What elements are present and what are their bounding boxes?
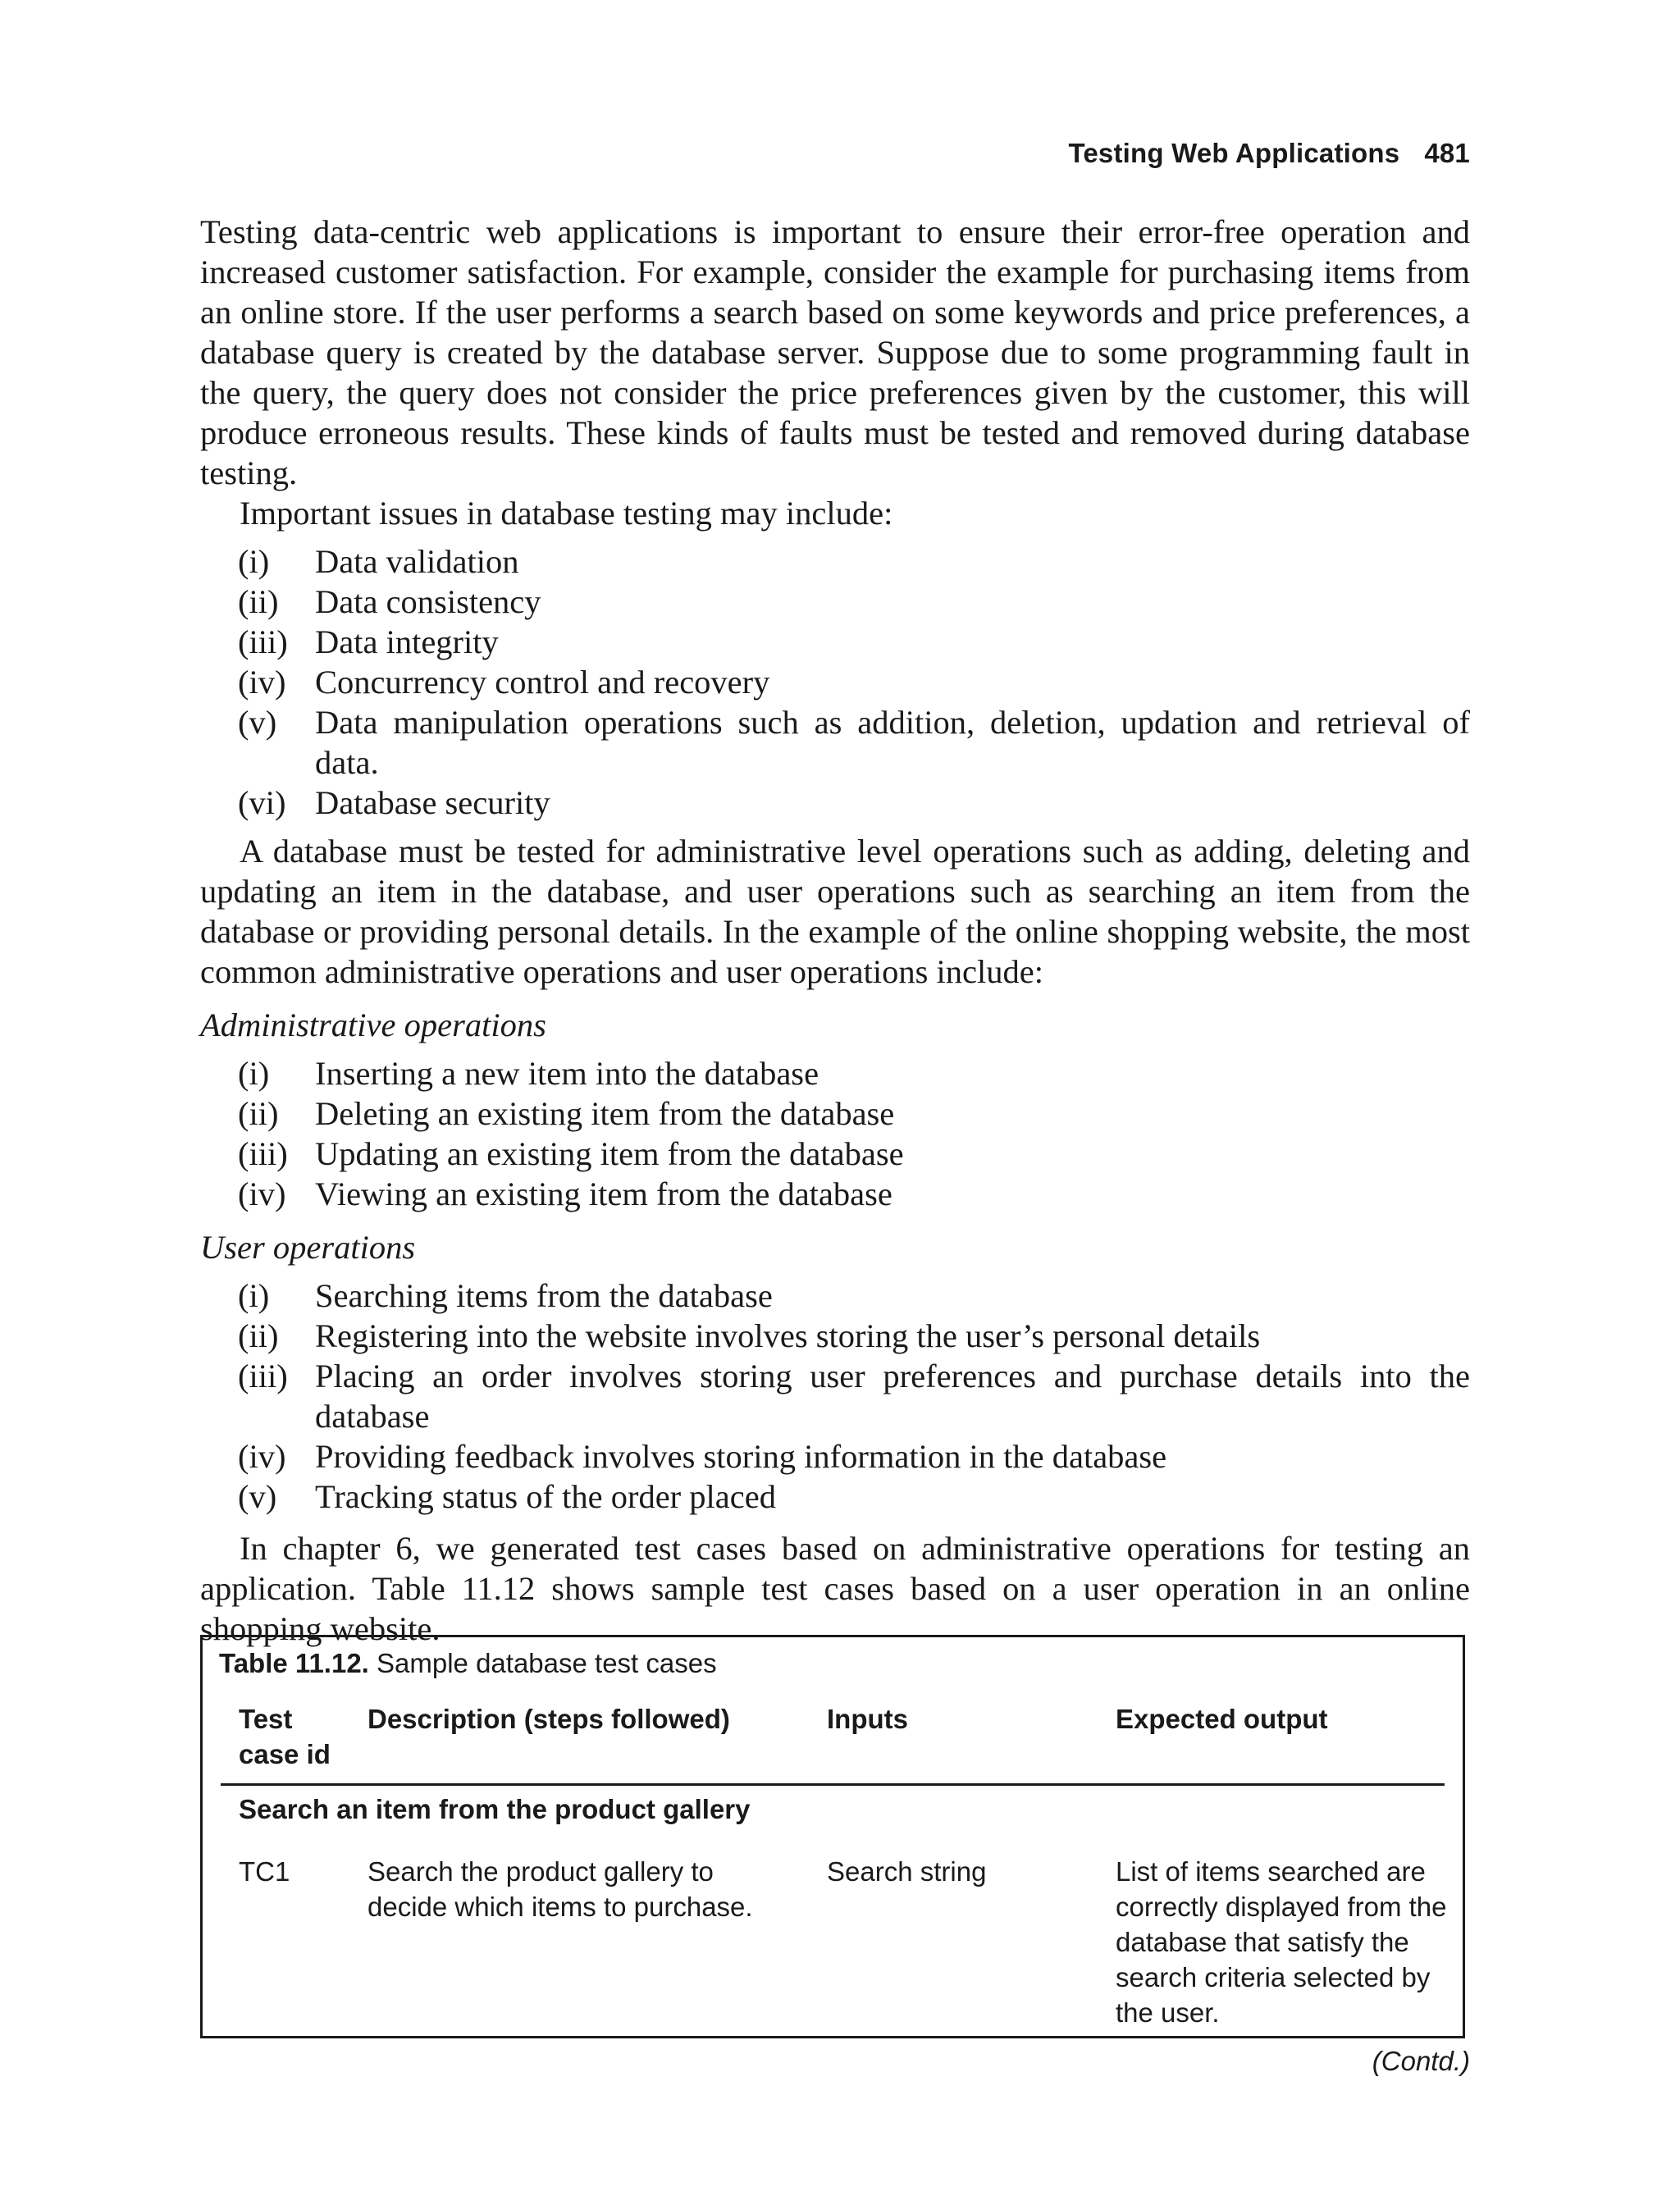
- admin-heading: Administrative operations: [200, 1006, 546, 1043]
- page-number: 481: [1424, 138, 1470, 168]
- issues-list: [200, 541, 1470, 823]
- table-caption-label: Table 11.12.: [219, 1648, 369, 1678]
- list-item: (v) Data manipulation operations such as addition, deletion, updation and retrieval of data.: [238, 704, 1470, 781]
- continued-note: (Contd.): [1372, 2046, 1470, 2076]
- page-body: [200, 212, 1470, 1649]
- cell-description: Search the product gallery to decide which items to purchase.: [368, 1856, 753, 1922]
- list-item: (iii) Placing an order involves storing user preferences and purchase details into the database: [238, 1358, 1470, 1435]
- list-item: (iv) Concurrency control and recovery: [238, 664, 770, 701]
- running-header: [1068, 138, 1470, 169]
- user-ops-list: [200, 1276, 1470, 1517]
- list-item: (i) Searching items from the database: [238, 1277, 773, 1314]
- list-item: (v) Tracking status of the order placed: [238, 1478, 776, 1515]
- header-description: Description (steps followed): [368, 1704, 730, 1734]
- list-item: (i) Inserting a new item into the database: [238, 1055, 819, 1092]
- table-caption-text: Sample database test cases: [377, 1648, 717, 1678]
- list-item: (iii) Updating an existing item from the database: [238, 1135, 904, 1172]
- list-item: (iv) Viewing an existing item from the database: [238, 1175, 892, 1212]
- operations-paragraph: A database must be tested for administrative level operations such as adding, deleting and updating an item in the database, and user operations such as searching an item from the database or providing personal details. In the example of the online shopping website, the most common administrative operations and user operations include:: [200, 833, 1470, 990]
- header-expected-output: Expected output: [1116, 1704, 1328, 1734]
- list-item: (ii) Registering into the website involves storing the user’s personal details: [238, 1317, 1261, 1354]
- list-item: (vi) Database security: [238, 784, 550, 821]
- running-header-title: Testing Web Applications: [1068, 138, 1400, 168]
- list-item: (iii) Data integrity: [238, 623, 499, 660]
- table-section-title: Search an item from the product gallery: [239, 1794, 751, 1824]
- cell-test-id: TC1: [239, 1856, 290, 1887]
- list-item: (iv) Providing feedback involves storing information in the database: [238, 1438, 1167, 1475]
- chapter-paragraph: In chapter 6, we generated test cases based on administrative operations for testing an application. Table 11.12 shows sample test cases based on a user operation in an online shopping website.: [200, 1530, 1470, 1647]
- cell-inputs: Search string: [827, 1856, 987, 1887]
- header-test-case-id: Test case id: [239, 1704, 331, 1769]
- admin-ops-list: [200, 1053, 1470, 1214]
- list-item: (i) Data validation: [238, 543, 519, 580]
- intro-paragraph: Testing data-centric web applications is important to ensure their error-free operation and increased customer satisfaction. For example, consider the example for purchasing items from an online store. If the user performs a search based on some keywords and price preferences, a database query is created by the database server. Suppose due to some programming fault in the query, the query does not consider the price preferences given by the customer, this will produce erroneous results. These kinds of faults must be tested and removed during database testing.: [200, 213, 1470, 491]
- cell-expected-output: List of items searched are correctly displayed from the database that satisfy the search criteria selected by the user.: [1116, 1856, 1447, 2028]
- header-inputs: Inputs: [827, 1704, 908, 1734]
- list-item: (ii) Data consistency: [238, 583, 541, 620]
- issues-intro: Important issues in database testing may include:: [240, 495, 893, 532]
- test-case-table: [200, 1635, 1465, 2038]
- table-caption: [219, 1645, 717, 1681]
- list-item: (ii) Deleting an existing item from the database: [238, 1095, 895, 1132]
- header-rule: [221, 1783, 1445, 1786]
- user-heading: User operations: [200, 1229, 416, 1266]
